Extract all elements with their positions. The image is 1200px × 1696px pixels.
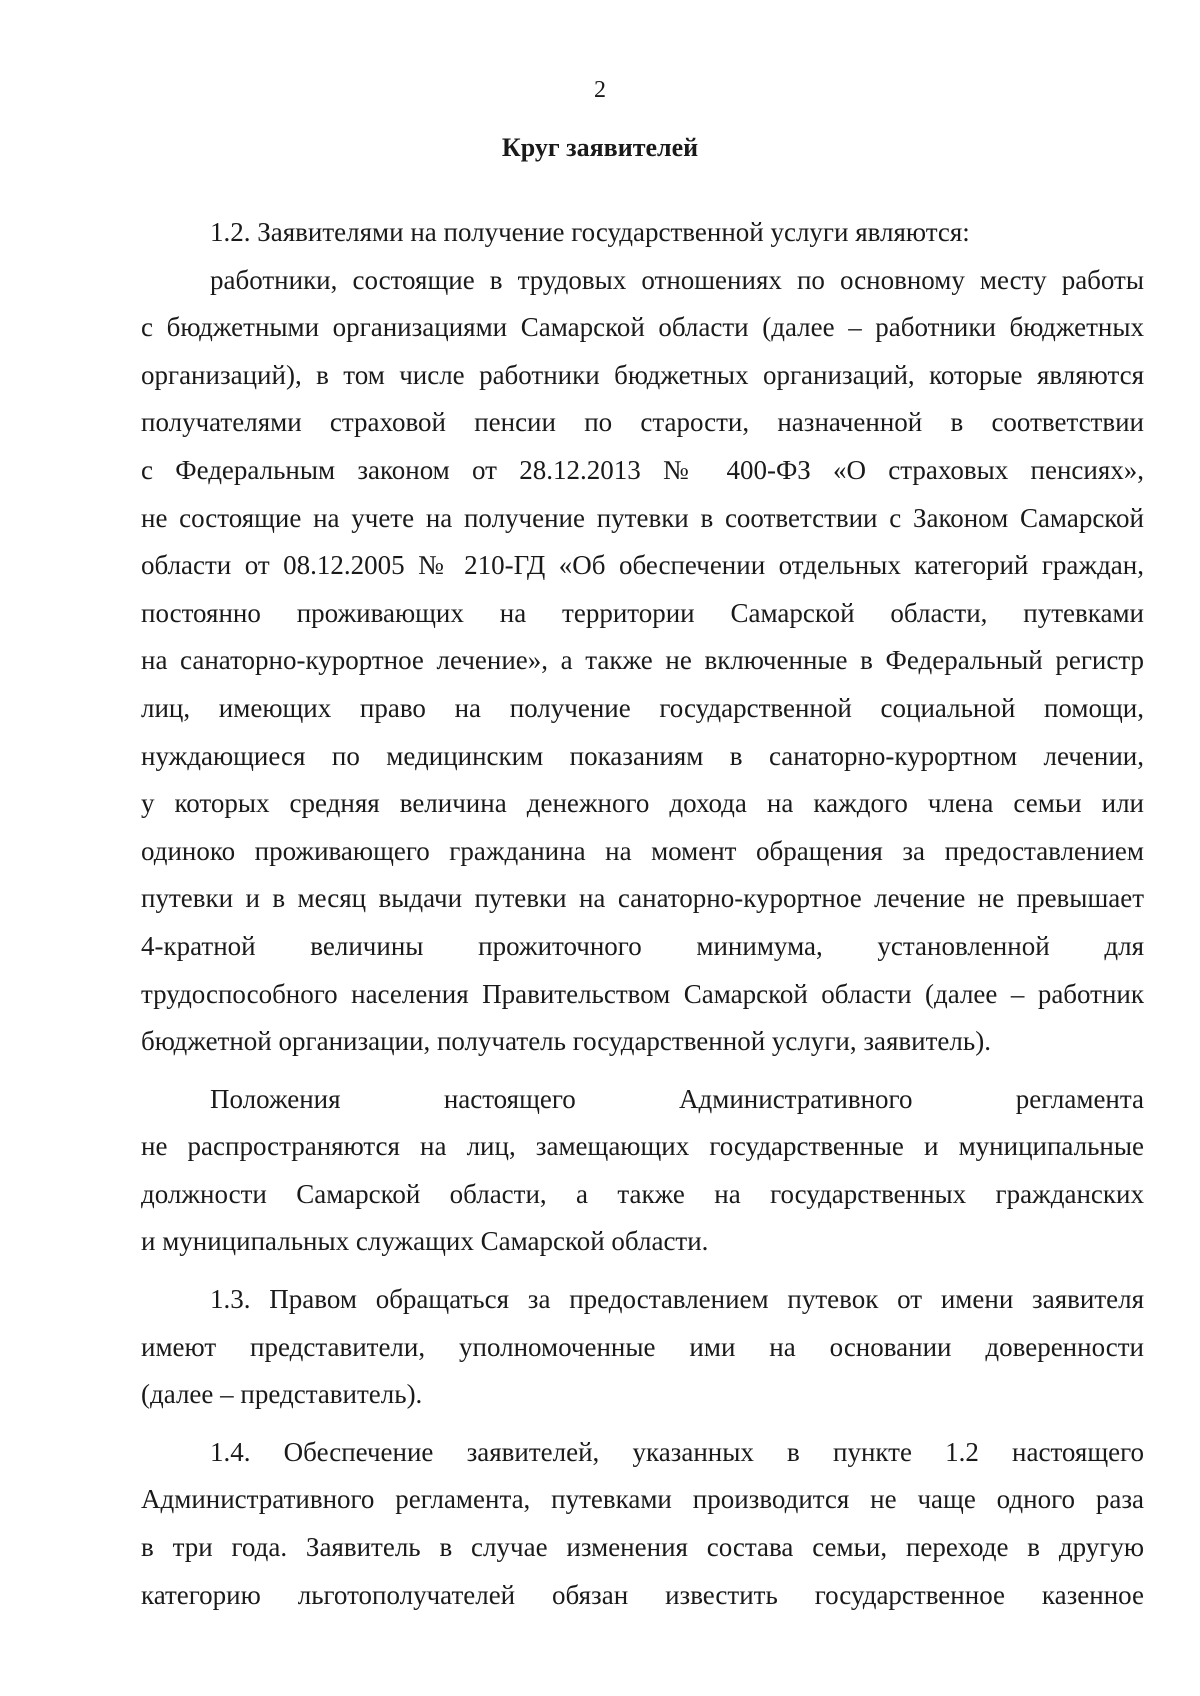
text-line: одиноко проживающего гражданина на момент обращения за предоставлением [141, 835, 1144, 866]
page-number: 2 [594, 77, 606, 103]
text-line: работники, состоящие в трудовых отношениях по основному месту работы [210, 264, 1144, 295]
text-line: 1.4. Обеспечение заявителей, указанных в пункте 1.2 настоящего [210, 1436, 1144, 1467]
text-line: должности Самарской области, а также на государственных гражданских [141, 1178, 1144, 1209]
text-line: и муниципальных служащих Самарской области. [141, 1226, 709, 1257]
paragraph-1-3 [141, 1281, 1144, 1424]
text-line: 1.2. Заявителями на получение государственной услуги являются: [210, 217, 970, 247]
paragraph-1-4 [141, 1434, 1144, 1624]
text-line: не распространяются на лиц, замещающих государственные и муниципальные [141, 1131, 1144, 1162]
text-line: 4-кратной величины прожиточного минимума, установленной для [141, 930, 1144, 961]
document-body [141, 214, 1144, 1624]
text-line: получателями страховой пенсии по старости, назначенной в соответствии [141, 407, 1144, 438]
paragraph-1-2-intro [141, 214, 1144, 262]
text-line: Административного регламента, путевками производится не чаще одного раза [141, 1484, 1144, 1515]
text-line: не состоящие на учете на получение путевки в соответствии с Законом Самарской [141, 502, 1144, 533]
text-line: с бюджетными организациями Самарской области (далее – работники бюджетных [141, 312, 1144, 343]
text-line: у которых средняя величина денежного дохода на каждого члена семьи или [141, 788, 1144, 819]
text-line: нуждающиеся по медицинским показаниям в санаторно-курортном лечении, [141, 740, 1144, 771]
text-line: 1.3. Правом обращаться за предоставлением путевок от имени заявителя [210, 1284, 1144, 1315]
text-line: трудоспособного населения Правительством Самарской области (далее – работник [141, 978, 1144, 1009]
text-line: в три года. Заявитель в случае изменения состава семьи, переходе в другую [141, 1532, 1144, 1563]
text-line: категорию льготополучателей обязан известить государственное казенное [141, 1579, 1144, 1610]
text-line: лиц, имеющих право на получение государственной социальной помощи, [141, 692, 1144, 723]
paragraph-provisions [141, 1081, 1144, 1271]
text-line: постоянно проживающих на территории Самарской области, путевками [141, 597, 1144, 628]
text-line: организаций), в том числе работники бюджетных организаций, которые являются [141, 359, 1144, 390]
text-line: с Федеральным законом от 28.12.2013 № 400-ФЗ «О страховых пенсиях», [141, 454, 1144, 485]
paragraph-applicants [141, 262, 1144, 1071]
text-line: Положения настоящего Административного регламента [210, 1083, 1144, 1114]
text-line: на санаторно-курортное лечение», а также не включенные в Федеральный регистр [141, 645, 1144, 676]
text-line: имеют представители, уполномоченные ими на основании доверенности [141, 1331, 1144, 1362]
text-line: области от 08.12.2005 № 210-ГД «Об обеспечении отдельных категорий граждан, [141, 550, 1144, 581]
text-line: путевки и в месяц выдачи путевки на санаторно-курортное лечение не превышает [141, 883, 1144, 914]
section-heading: Круг заявителей [501, 133, 699, 162]
text-line: бюджетной организации, получатель государственной услуги, заявитель). [141, 1026, 991, 1057]
text-line: (далее – представитель). [141, 1379, 423, 1410]
